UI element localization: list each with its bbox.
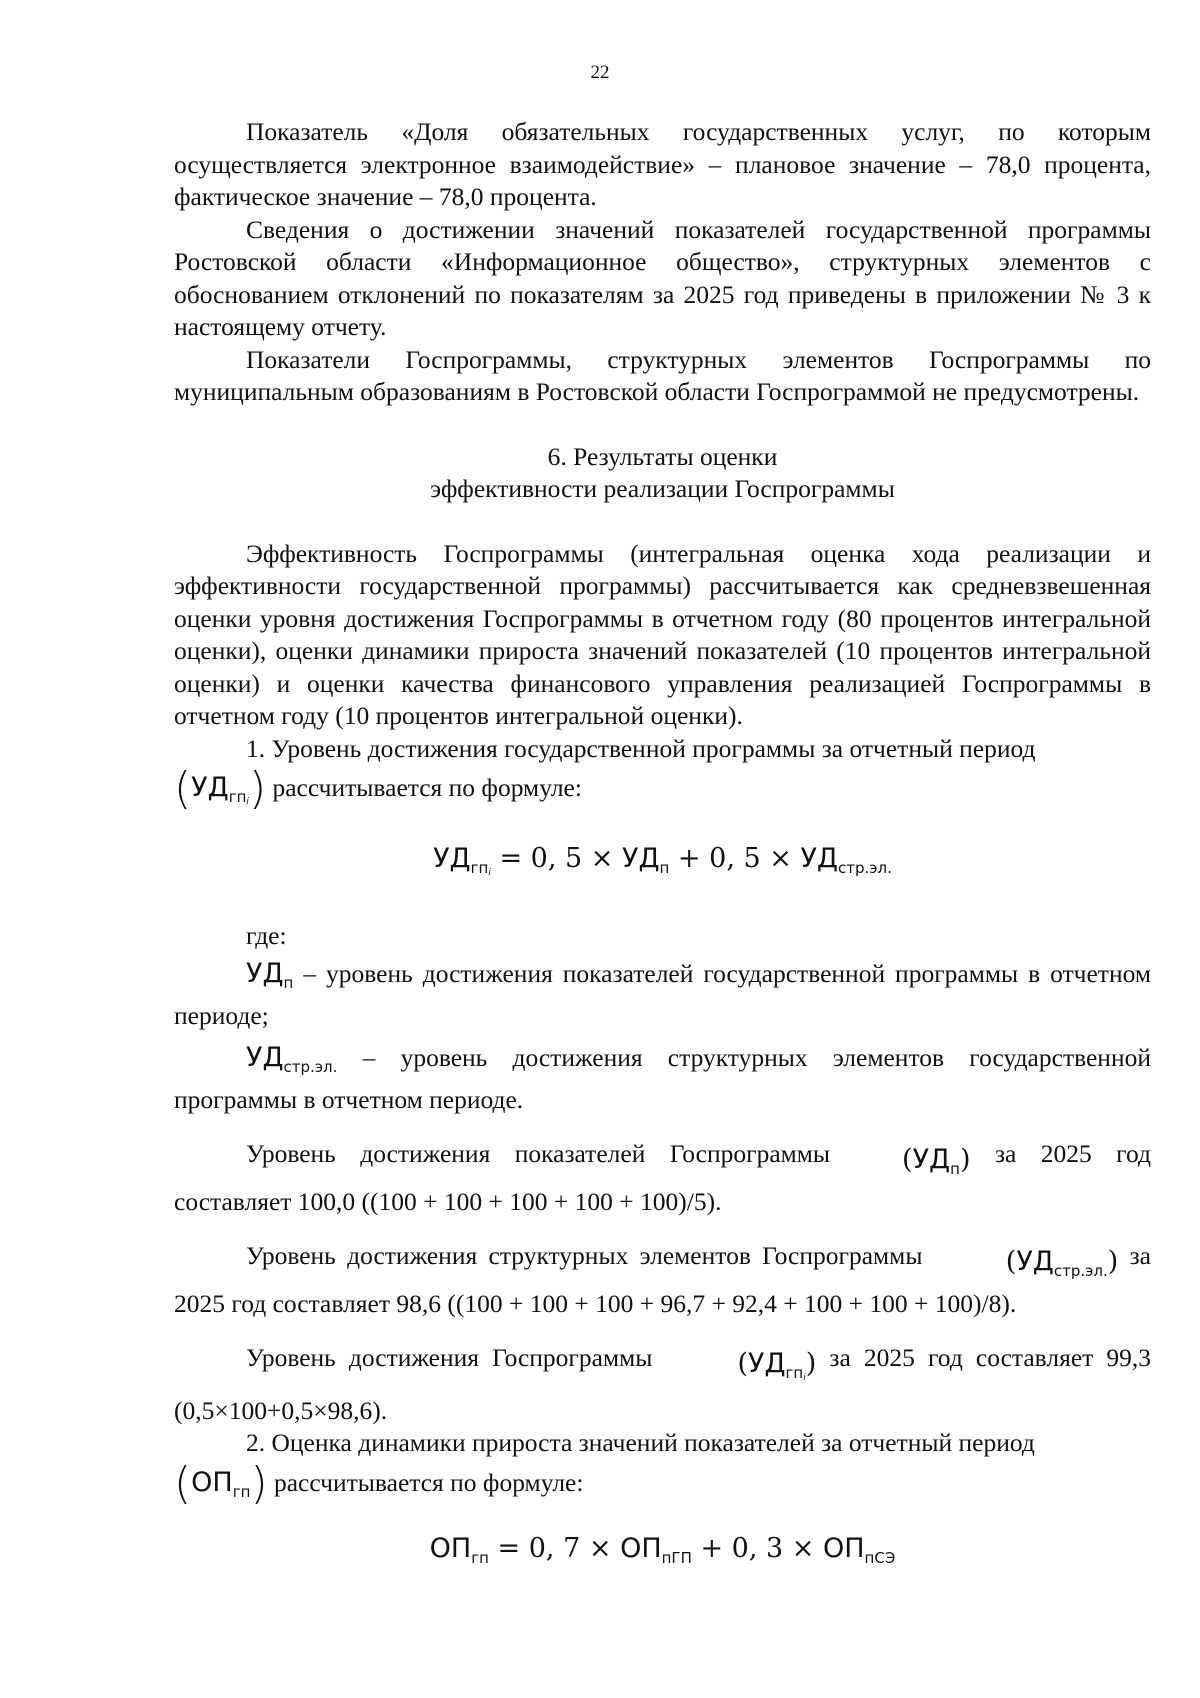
item1-text: 1. Уровень достижения государственной программы за отчетный период	[246, 733, 1036, 763]
f2-sub-gp: гп	[471, 1548, 489, 1567]
section-title-line1: 6. Результаты оценки	[547, 441, 778, 471]
right-paren-2: )	[250, 1457, 268, 1509]
f2-symbol-op: ОП	[429, 1532, 472, 1564]
def2-symbol-ud: УД	[246, 1042, 284, 1073]
subscript-gp-2: гп	[232, 1482, 251, 1501]
definition-ud-str	[174, 1042, 1151, 1116]
page-number: 22	[590, 62, 610, 83]
paragraph-efficiency-definition: Эффективность Госпрограммы (интегральная оценка хода реализации и эффективности государственной программы) рассчитывается как средневзвешенная оценки уровня достижения Госпрограммы в отчетном году (80 процентов интегральной оценки), оценки динамики прироста значений показателей (10 процентов интегральной оценки) и оценки качества финансового управления реализацией Госпрограммы в отчетном году (10 процентов интегральной оценки).	[174, 538, 1151, 730]
para7-a: Уровень достижения Госпрограммы	[246, 1343, 653, 1372]
definition-ud-p	[174, 958, 1151, 1032]
para6-term: $(УД_{стр.эл.})$	[1005, 1246, 1119, 1280]
calc-by-formula-2: рассчитывается по формуле:	[273, 1467, 584, 1497]
f1-plus: +	[669, 843, 710, 874]
calc-by-formula-1: рассчитывается по формуле:	[272, 773, 582, 802]
para7-b: за 2025 год составляет 99,3 (0,5×100+0,5×98,6).	[174, 1343, 1152, 1425]
document-body	[174, 116, 1151, 1574]
f2-sub-pse: пСЭ	[864, 1548, 896, 1567]
para6-a: Уровень достижения структурных элементов Госпрограммы	[246, 1241, 923, 1270]
def1-symbol-ud: УД	[246, 958, 284, 989]
paragraph-ud-str-value	[174, 1240, 1151, 1320]
para7-term: $(УД_{гпi})$	[737, 1348, 817, 1383]
para5-a: Уровень достижения показателей Госпрограммы	[246, 1139, 831, 1168]
para6-sub-str: стр.эл.	[1053, 1262, 1108, 1280]
para5-term: $(УД_п)$	[902, 1144, 971, 1178]
para7-sub-gp: гп	[785, 1364, 804, 1382]
f2-plus: +	[691, 1532, 732, 1564]
def2-text: – уровень достижения структурных элементов государственной программы в отчетном периоде.	[174, 1043, 1151, 1114]
para5-sub-p: п	[950, 1160, 960, 1178]
right-paren: )	[248, 763, 267, 814]
f1-coef2: 0, 5	[709, 843, 761, 874]
f1-times1: ×	[582, 843, 622, 874]
f1-sub-p: п	[659, 859, 670, 877]
para7-sub-i: i	[803, 1373, 806, 1383]
left-paren: (	[174, 763, 192, 814]
f2-sub-pgp: пГП	[661, 1548, 692, 1567]
f1-symbol-ud: УД	[433, 843, 471, 874]
paragraph-municipal-indicators: Показатели Госпрограммы, структурных элементов Госпрограммы по муниципальным образованиям в Ростовской области Госпрограммой не предусмотрены.	[174, 344, 1151, 406]
paragraph-appendix-reference: Сведения о достижении значений показателей государственной программы Ростовской области «Информационное общество», структурных элементов с обоснованием отклонений по показателям за 2025 год приведены в приложении № 3 к настоящему отчету.	[174, 214, 1151, 341]
left-paren-2: (	[174, 1457, 192, 1509]
f1-symbol-ud-2: УД	[621, 843, 660, 874]
where-label: где:	[246, 920, 287, 950]
symbol-op: ОП	[191, 1466, 233, 1498]
paragraph-ud-gp-value	[174, 1342, 1151, 1427]
f2-times2: ×	[783, 1532, 823, 1564]
para5-b: за 2025 год составляет 100,0 ((100 + 100 + 100 + 100 + 100)/5).	[174, 1139, 1151, 1216]
para7-symbol-ud: УД	[748, 1348, 786, 1379]
f1-times2: ×	[760, 843, 801, 874]
f1-sub-i: i	[488, 868, 491, 878]
paragraph-item2-formula-intro	[174, 1457, 1151, 1515]
subscript-gp: гп	[228, 788, 247, 806]
paragraph-item1-formula-intro	[174, 765, 1151, 825]
paragraph-indicator-share: Показатель «Доля обязательных государственных услуг, по которым осуществляется электронное взаимодействие» – плановое значение – 78,0 процента, фактическое значение – 78,0 процента.	[174, 117, 1151, 211]
f1-coef1: 0, 5	[530, 843, 583, 874]
f2-times1: ×	[580, 1532, 621, 1564]
def2-sub-str: стр.эл.	[283, 1058, 338, 1076]
def1-text: – уровень достижения показателей государственной программы в отчетном периоде;	[174, 959, 1151, 1030]
para5-symbol-ud: УД	[912, 1144, 951, 1175]
f2-eq: =	[488, 1532, 529, 1564]
f2-symbol-op-3: ОП	[822, 1532, 865, 1564]
def1-sub-p: п	[283, 974, 294, 992]
paragraph-item1	[174, 733, 1151, 766]
f2-coef2: 0, 3	[731, 1532, 784, 1564]
formula-ud-gp	[174, 843, 1151, 890]
subscript-i: i	[246, 797, 249, 807]
section-title-line2: эффективности реализации Госпрограммы	[430, 474, 895, 503]
para6-b: за 2025 год составляет 98,6 ((100 + 100 + 100 + 96,7 + 92,4 + 100 + 100 + 100)/8).	[174, 1241, 1152, 1318]
formula-op-gp	[174, 1533, 1151, 1575]
para6-symbol-ud: УД	[1016, 1246, 1054, 1277]
f2-symbol-op-2: ОП	[620, 1532, 662, 1564]
paragraph-item2	[174, 1427, 1151, 1460]
f2-coef1: 0, 7	[528, 1532, 581, 1564]
symbol-ud: УД	[191, 772, 229, 803]
paragraph-ud-p-value	[174, 1138, 1151, 1218]
f1-eq: =	[490, 843, 531, 874]
f1-sub-gp: гп	[470, 859, 489, 877]
f1-symbol-ud-3: УД	[800, 843, 839, 874]
f1-sub-str: стр.эл.	[838, 859, 892, 877]
item2-text: 2. Оценка динамики прироста значений показателей за отчетный период	[246, 1428, 1035, 1457]
